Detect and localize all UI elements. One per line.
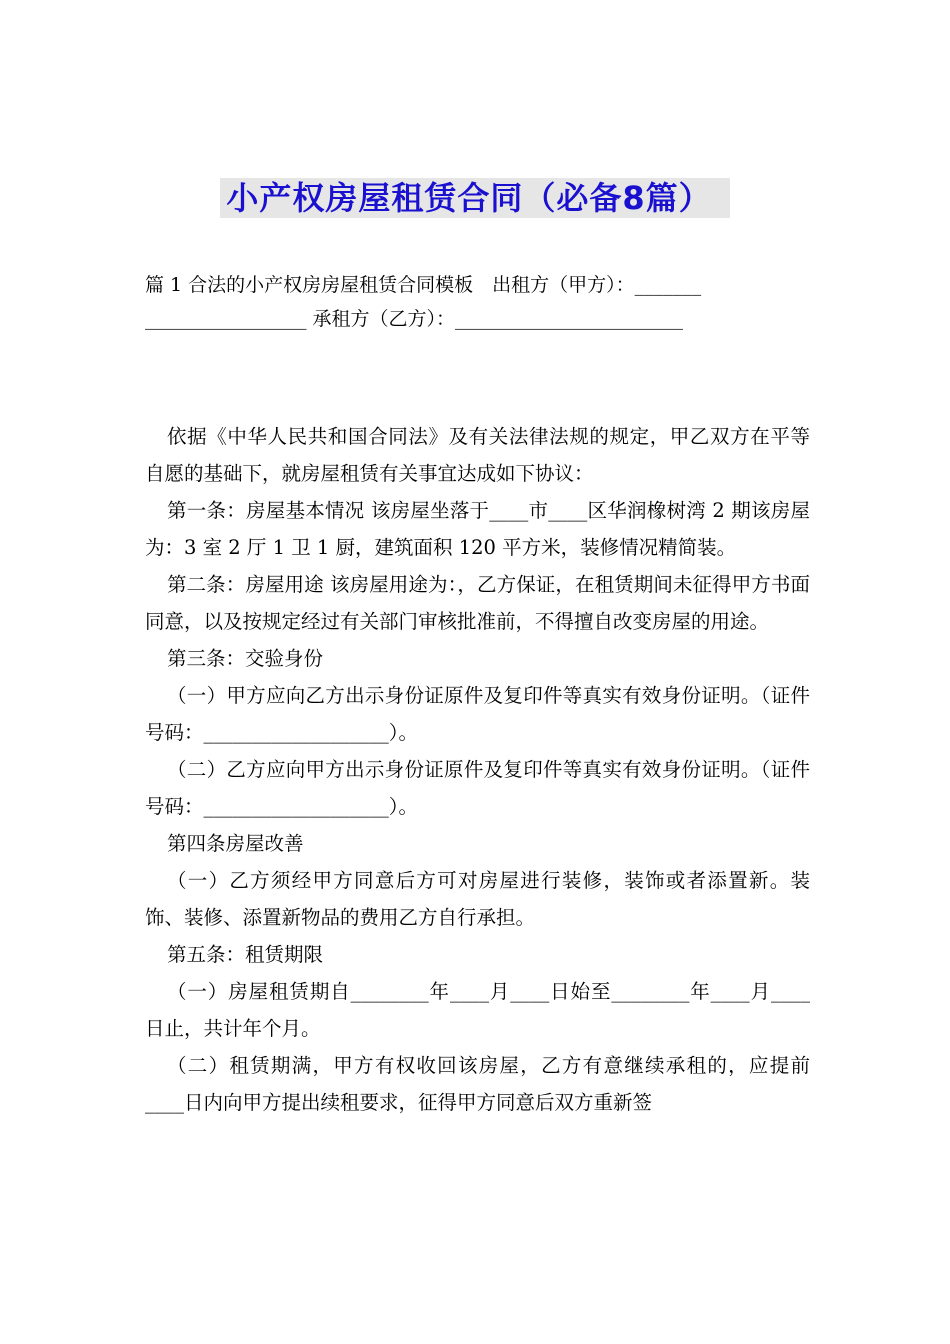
paragraph-article-1: 第一条：房屋基本情况 该房屋坐落于____市____区华润橡树湾 2 期该房屋为：3 室 2 厅 1 卫 1 厨，建筑面积 120 平方米，装修情况精简装。 xyxy=(145,499,810,559)
intro-line-2: _________________ 承租方（乙方）：________________________ xyxy=(145,308,684,330)
paragraph-article-5-heading: 第五条：租赁期限 xyxy=(167,943,324,966)
intro-line-1: 篇 1 合法的小产权房房屋租赁合同模板 出租方（甲方）：_______ xyxy=(145,274,702,296)
paragraph-article-5-item-2: （二）租赁期满，甲方有权收回该房屋，乙方有意继续承租的，应提前____日内向甲方提出续租要求，征得甲方同意后双方重新签 xyxy=(145,1054,810,1114)
paragraph-preamble: 依据《中华人民共和国合同法》及有关法律法规的规定，甲乙双方在平等自愿的基础下，就房屋租赁有关事宜达成如下协议： xyxy=(145,425,810,485)
paragraph-article-3-heading: 第三条：交验身份 xyxy=(167,647,324,670)
paragraph-article-4-heading: 第四条房屋改善 xyxy=(167,832,304,855)
paragraph-article-4-item-1: （一）乙方须经甲方同意后方可对房屋进行装修，装饰或者添置新。装饰、装修、添置新物品的费用乙方自行承担。 xyxy=(145,869,810,929)
paragraph-article-5-item-1: （一）房屋租赁期自________年____月____日始至________年____月____日止，共计年个月。 xyxy=(145,980,810,1040)
paragraph-article-3-item-2: （二）乙方应向甲方出示身份证原件及复印件等真实有效身份证明。（证件号码：___________________）。 xyxy=(145,758,810,818)
document-title: 小产权房屋租赁合同（必备8篇） xyxy=(220,178,729,218)
paragraph-article-3-item-1: （一）甲方应向乙方出示身份证原件及复印件等真实有效身份证明。（证件号码：___________________）。 xyxy=(145,684,810,744)
title-wrap xyxy=(0,178,950,218)
paragraph-article-2: 第二条：房屋用途 该房屋用途为：，乙方保证，在租赁期间未征得甲方书面同意，以及按规定经过有关部门审核批准前，不得擅自改变房屋的用途。 xyxy=(145,573,810,633)
intro-block xyxy=(145,268,810,336)
body-text xyxy=(145,418,810,1121)
